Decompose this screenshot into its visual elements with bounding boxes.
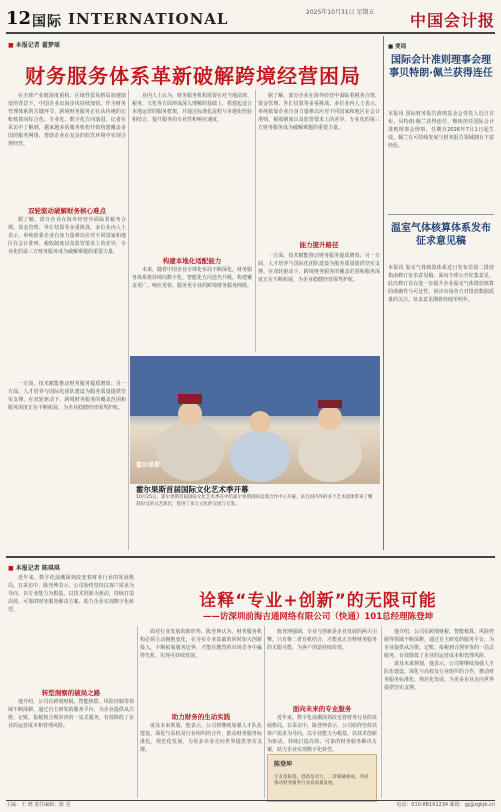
right-section-label: ■ 要闻 [388,44,407,50]
interview-column-4 [384,628,494,798]
main-paragraph-3: 一方面，技术赋能推动财务服务提质增效；另一方面，人才培养与国际化团队建设为服务质量提供坚实支撑。在双轮驱动下，跨境财务服务的覆盖范围和服务深度正在不断拓展，为企业稳健经营保驾护航。 [8,381,126,411]
pull-quote-box [267,754,377,802]
interview-paragraph-4: 谈及未来规划，他表示，公司将继续加强人才队伍建设，深化与高校及行业组织的合作，推动财务服务标准化、规范化发展，为更多企业走向世界提供坚实支撑。 [140,723,262,753]
interview-paragraph-5: 陈登坤强调，专业与创新是企业发展的两大引擎，只有将二者有机结合，才能真正诠释财务服务的无限可能，为客户创造持续价值。 [267,629,377,651]
byline-text: 本报记者 陈琪琪 [15,565,60,572]
interview-headline: 诠释“专业+创新”的无限可能 [199,591,437,611]
main-paragraph-6: 据了解，部分企业在海外经营中面临着税务合规、资金管理、外汇结算等多重挑战。多位业内人士表示，单纯依靠企业自身力量难以应对不同国家和地区在会计准则、税收制度以及监管要求上的差异，专业化的第三方财务服务成为破解难题的重要力量。 [258,93,380,131]
main-column-1c [8,380,126,550]
main-column-1 [8,92,126,202]
column-divider [255,90,256,352]
main-column-3b [258,252,380,352]
interview-column-3b [267,714,377,752]
photo-watermark-tag: 霍尔果斯 [136,462,161,469]
main-paragraph-7: 一方面，技术赋能推动财务服务提质增效；另一方面，人才培养与国际化团队建设为服务质量提供坚实支撑。在双轮驱动下，跨境财务服务的覆盖范围和服务深度正在不断拓展，为企业稳健经营保驾护航。 [258,253,380,283]
interview-paragraph-2: 他介绍，公司在跨境财税、智能核算、风险控制等领域不断深耕，通过自主研发的服务平台，为企业提供从注册、记账、报税到合规审查的一站式服务，有效降低了企业的运营成本和管理风险。 [8,699,134,729]
photo-caption-title: 霍尔果斯首届国际文化艺术季开幕 [136,485,249,494]
main-paragraph-4: 业内人士认为，财务服务机构需要在对当地法律、税务、文化等方面形成深入理解的基础上，搭建起适合本地运营的服务框架，并通过标准化流程与本地化经验相结合，提升服务的专业性和响应速度。 [132,93,252,123]
interview-paragraph-6: 近年来，数字化浪潮深刻改变着财务行业的发展格局。在采访中，陈登坤表示，公司始终坚持以客户需求为导向，以专业能力为根基，以技术创新为驱动，持续打造高效、可靠的财务服务解决方案，助力企业实现数字化转型。 [267,715,377,752]
page-number: 12 [6,8,32,29]
main-subhead-3: 能力提升路径 [299,241,339,249]
footer-editors: 主编：王 晓 责任编辑：陈 星 [6,802,71,808]
column-divider [264,626,265,798]
brief-separator [388,214,494,215]
main-paragraph-1: 在全球产业链深度重构、区域性贸易格局加速演变的背景下，中国企业出海步伐持续加快。作为财务管理体系的关键环节，跨境财务服务正在从传统的记账核算向综合化、专业化、数字化方向演进。记者在采访中了解到，越来越多的服务机构开始构建覆盖多国的服务网络，帮助企业在复杂的监管环境中实现合规经营。 [8,93,126,147]
interview-paragraph-3: 面对行业发展的新形势，陈登坤认为，财务服务机构必须主动拥抱变化，在夯实专业基础的同时加大创新投入，不断拓展服务边界，才能在激烈的市场竞争中赢得先机，实现可持续发展。 [140,629,262,659]
main-headline: 财务服务体系革新破解跨境经营困局 [25,64,361,88]
interview-column-2 [140,628,262,708]
brief-1-text: 本报讯 国际财务报告准则基金会受托人近日宣布，贝特朗·佩兰获得连任，继续担任国际会计准则理事会理事，任期自2026年7月1日起生效。佩兰在可持续发展与财务报告领域拥有丰富经验。 [388,111,494,149]
interview-paragraph-8: 谈及未来规划，他表示，公司将继续加强人才队伍建设，深化与高校及行业组织的合作，推动财务服务标准化、规范化发展，为更多企业走向世界提供坚实支撑。 [384,661,494,691]
brief-2-title: 温室气体核算体系发布征求意见稿 [391,223,491,247]
main-byline [8,40,60,49]
byline-marker: ■ [8,565,14,572]
main-subhead-2: 构建本地化适配能力 [162,257,222,265]
main-column-1b [8,216,126,376]
section-title-en: INTERNATIONAL [68,10,229,28]
main-column-2 [132,92,252,252]
byline-text: 本报记者 翟梦瑶 [15,42,60,49]
interview-column-1 [8,574,134,684]
pull-quote-text: 专业是根基，创新是动力，二者相辅相成，共同推动财务服务行业高质量发展。 [274,775,369,786]
interview-subhead-2: 助力财务的生动实践 [171,713,231,721]
photo-caption: 10月25日，霍尔果斯首届国际文化艺术季在中哈霍尔果斯国际边境合作中心开幕。来自国内外的多个艺术团体带来了精彩纷呈的文艺演出，促进了多元文化的交流与互鉴。 [136,495,373,507]
interview-byline [8,563,60,572]
performers-illustration [130,356,380,484]
brief-2-text: 本报讯 温室气体核算体系近日发布范围二排放指南修订征求意见稿，面向全球公开征集意见。此次修订旨在进一步提升企业温室气体排放核算的准确性与可比性，回应市场各方对排放数据质量的关注。征求意见期将持续至明年。 [388,265,494,303]
footer-contact: 电话：010-88191234 邮箱：gj@zgkjb.cn [396,802,495,808]
main-column-3 [258,92,380,212]
issue-date: 2025年10月31日 星期五 [306,9,375,16]
section-separator [6,556,495,558]
main-subhead-1: 双轮驱动破解财务核心难点 [28,207,106,215]
newspaper-logo: 中国会计报 [409,11,495,30]
interview-column-3 [267,628,377,700]
column-divider [381,626,382,798]
brief-1-title: 国际会计准则理事会理事贝特朗·佩兰获得连任 [389,55,493,79]
interview-column-1b [8,698,134,798]
interview-subtitle: ——访深圳前海吉通网络有限公司（快通）101总经理陈登坤 [202,612,434,622]
column-divider [137,626,138,798]
masthead [6,6,495,34]
interview-subhead-1: 转型洞察的破局之路 [41,689,101,697]
interview-column-2b [140,722,262,798]
interview-subhead-3: 面向未来的专业服务 [292,705,352,713]
main-column-2b [132,266,252,352]
main-paragraph-5: 未来，随着中国企业全球化布局不断深化，财务服务体系将持续向数字化、智能化方向迭代升级，构建覆盖更广、响应更快、服务更专业的跨境财务服务网络。 [132,267,252,289]
news-photo [130,356,380,484]
interview-paragraph-7: 他介绍，公司在跨境财税、智能核算、风险控制等领域不断深耕，通过自主研发的服务平台，为企业提供从注册、记账、报税到合规审查的一站式服务，有效降低了企业的运营成本和管理风险。 [384,629,494,659]
column-divider [128,90,129,550]
right-column-divider [383,36,384,550]
interview-paragraph-1: 近年来，数字化浪潮深刻改变着财务行业的发展格局。在采访中，陈登坤表示，公司始终坚持以客户需求为导向，以专业能力为根基，以技术创新为驱动，持续打造高效、可靠的财务服务解决方案，助力企业实现数字化转型。 [8,575,134,613]
page-footer [6,800,495,810]
main-paragraph-2: 据了解，部分企业在海外经营中面临着税务合规、资金管理、外汇结算等多重挑战。多位业内人士表示，单纯依靠企业自身力量难以应对不同国家和地区在会计准则、税收制度以及监管要求上的差异，专业化的第三方财务服务成为破解难题的重要力量。 [8,217,126,255]
section-title-cn: 国际 [32,14,62,30]
pull-quote-name: 陈登坤 [274,761,293,768]
byline-marker: ■ [8,42,14,49]
